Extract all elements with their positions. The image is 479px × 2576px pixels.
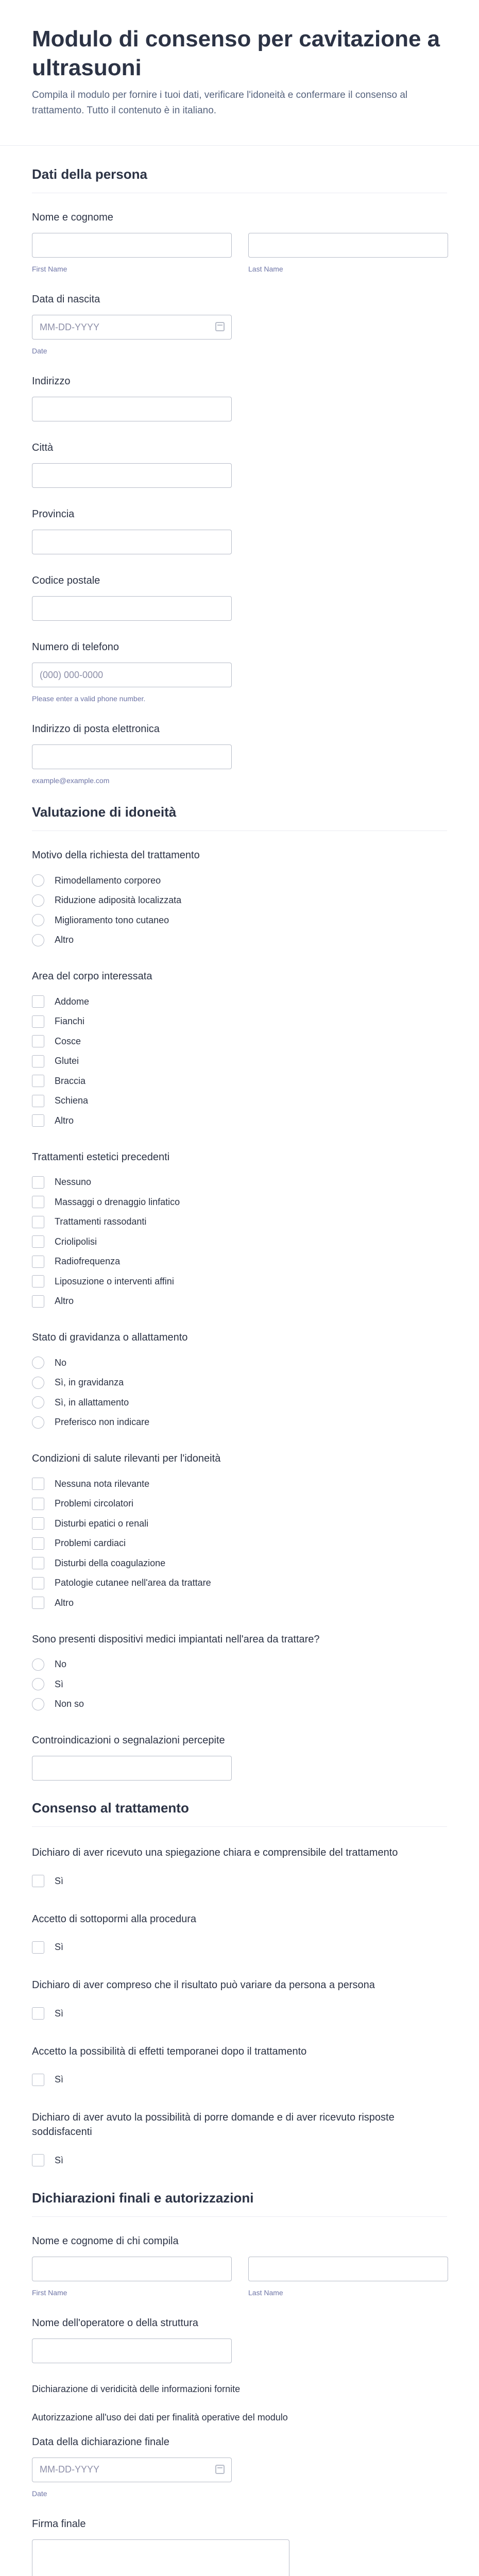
section-header [32,146,447,193]
checkbox-option[interactable] [32,1272,447,1292]
field-label: Nome dell'operatore o della struttura [32,2317,198,2329]
calendar-icon[interactable] [215,2465,225,2474]
section-header [32,785,447,831]
checkbox[interactable] [32,1941,44,1954]
checkbox[interactable] [32,1015,44,1028]
checkbox[interactable] [32,1216,44,1228]
birth-date-input[interactable] [32,315,232,340]
checkbox[interactable] [32,1035,44,1047]
last-name-input[interactable] [248,233,448,258]
field-label: Dichiaro di aver ricevuto una spiegazione chiara e comprensibile del trattamento [32,1847,398,1858]
email-field [32,723,447,785]
checkbox-option[interactable] [32,2004,447,2024]
consent-item [32,1912,447,1958]
consent-item [32,1978,447,2024]
field-label: Codice postale [32,575,100,586]
field-label: Città [32,442,54,453]
checkbox[interactable] [32,1295,44,1308]
checkbox[interactable] [32,1256,44,1268]
phone-sublabel: Please enter a valid phone number. [32,694,146,703]
province-input[interactable] [32,530,232,554]
radio-option[interactable] [32,1674,447,1694]
radio-button[interactable] [32,914,44,926]
radio-button[interactable] [32,1396,44,1409]
option-label: Riduzione adiposità localizzata [55,895,182,906]
province-field [32,509,447,554]
radio-option[interactable] [32,910,447,930]
final-date-input[interactable] [32,2458,232,2482]
checkbox[interactable] [32,1875,44,1887]
radio-button[interactable] [32,934,44,946]
field-label: Indirizzo [32,376,71,387]
health-checkbox-group [32,1453,447,1613]
option-label: Sì [55,1679,64,1689]
checkbox-option[interactable] [32,1292,447,1312]
checkbox[interactable] [32,1275,44,1287]
radio-button[interactable] [32,894,44,907]
checkbox[interactable] [32,2154,44,2166]
checkbox-option[interactable] [32,992,447,1012]
filler-name-field [32,2235,447,2297]
section-header [32,1781,447,1827]
option-label: Addome [55,996,90,1007]
checkbox[interactable] [32,1498,44,1510]
field-label: Trattamenti estetici precedenti [32,1151,170,1163]
option-label: Schiena [55,1095,89,1106]
checkbox-option[interactable] [32,1012,447,1032]
checkbox-option[interactable] [32,1232,447,1252]
checkbox[interactable] [32,1597,44,1609]
option-label: Patologie cutanee nell'area da trattare [55,1578,211,1588]
checkbox[interactable] [32,1095,44,1107]
radio-button[interactable] [32,1357,44,1369]
checkbox-option[interactable] [32,1091,447,1111]
option-label: Problemi circolatori [55,1498,134,1509]
checkbox[interactable] [32,1557,44,1569]
option-label: Cosce [55,1036,81,1046]
section-final-declarations [0,2171,479,2576]
field-label: Nome e cognome [32,212,113,223]
checkbox-option[interactable] [32,1534,447,1554]
checkbox-option[interactable] [32,1553,447,1573]
email-sublabel: example@example.com [32,776,110,785]
previous-treatments-checkbox-group [32,1151,447,1312]
operator-input[interactable] [32,2338,232,2363]
form-subtitle: Compila il modulo per fornire i tuoi dati, verificare l'idoneità e confermare il consenso al trattamento. Tutto il contenuto è in italiano. [32,90,408,116]
option-label: Criolipolisi [55,1236,97,1247]
reason-radio-group [32,850,447,950]
radio-option[interactable] [32,1413,447,1433]
checkbox[interactable] [32,1055,44,1067]
section-title: Consenso al trattamento [32,1800,189,1816]
full-name-field [32,212,447,273]
radio-button[interactable] [32,1377,44,1389]
checkbox-option[interactable] [32,1252,447,1272]
checkbox[interactable] [32,1577,44,1589]
calendar-icon[interactable] [215,322,225,331]
option-label: Miglioramento tono cutaneo [55,914,169,925]
option-label: Altro [55,1597,74,1608]
devices-radio-group [32,1634,447,1715]
radio-option[interactable] [32,930,447,951]
filler-first-name-input[interactable] [32,2257,232,2281]
checkbox[interactable] [32,1114,44,1127]
checkbox-option[interactable] [32,1192,447,1212]
data-authorization-text: Autorizzazione all'uso dei dati per finalità operative del modulo [32,2412,288,2422]
section-header [32,2171,447,2217]
checkbox-option[interactable] [32,1173,447,1193]
checkbox[interactable] [32,1537,44,1550]
contraindications-field [32,1735,447,1781]
option-label: Disturbi della coagulazione [55,1557,166,1568]
date-sublabel: Date [32,347,47,355]
form-header [0,0,479,146]
city-input[interactable] [32,463,232,488]
option-label: Nessuna nota rilevante [55,1478,150,1489]
option-label: Rimodellamento corporeo [55,875,161,886]
radio-option[interactable] [32,891,447,911]
checkbox-option[interactable] [32,1494,447,1514]
radio-option[interactable] [32,1655,447,1675]
field-label: Condizioni di salute rilevanti per l'idoneità [32,1453,221,1464]
option-label: Sì [55,2008,64,2019]
zip-field [32,575,447,621]
section-title: Dichiarazioni finali e autorizzazioni [32,2190,254,2206]
field-label: Motivo della richiesta del trattamento [32,850,200,861]
option-label: Sì [55,1942,64,1953]
field-label: Controindicazioni o segnalazioni percepite [32,1735,225,1746]
option-label: No [55,1357,67,1368]
checkbox[interactable] [32,1176,44,1189]
address-field [32,376,447,421]
field-label: Accetto di sottopormi alla procedura [32,1913,197,1925]
field-label: Nome e cognome di chi compila [32,2235,179,2247]
checkbox-option[interactable] [32,1871,447,1891]
option-label: Sì [55,1875,64,1886]
field-label: Firma finale [32,2518,86,2530]
option-label: Massaggi o drenaggio linfatico [55,1196,180,1207]
field-label: Stato di gravidanza o allattamento [32,1332,188,1343]
option-label: Disturbi epatici o renali [55,1518,149,1529]
field-label: Dichiaro di aver avuto la possibilità di porre domande e di aver ricevuto risposte soddisfacenti [32,2112,395,2138]
section-title: Valutazione di idoneità [32,804,177,820]
checkbox[interactable] [32,1075,44,1087]
radio-option[interactable] [32,1373,447,1393]
first-name-sublabel: First Name [32,265,67,273]
checkbox-option[interactable] [32,1593,447,1613]
option-label: Liposuzione o interventi affini [55,1276,174,1286]
field-label: Accetto la possibilità di effetti temporanei dopo il trattamento [32,2045,307,2057]
operator-field [32,2317,447,2363]
field-label: Numero di telefono [32,641,119,653]
first-name-input[interactable] [32,233,232,258]
option-label: Sì, in allattamento [55,1397,129,1408]
option-label: Altro [55,1296,74,1307]
checkbox[interactable] [32,2074,44,2086]
radio-button[interactable] [32,874,44,887]
checkbox[interactable] [32,2007,44,2020]
consent-item [32,1845,447,1891]
phone-input[interactable] [32,663,232,687]
option-label: Radiofrequenza [55,1256,121,1267]
checkbox-option[interactable] [32,2070,447,2090]
checkbox[interactable] [32,1517,44,1530]
signature-pad[interactable] [32,2539,289,2576]
address-input[interactable] [32,397,232,421]
checkbox[interactable] [32,995,44,1008]
radio-button[interactable] [32,1678,44,1690]
birth-date-field [32,294,447,355]
option-label: Sì [55,2155,64,2165]
email-input[interactable] [32,744,232,769]
field-label: Data di nascita [32,294,100,305]
consent-item [32,2044,447,2090]
form-title: Modulo di consenso per cavitazione a ultrasuoni [32,26,440,80]
checkbox-option[interactable] [32,1474,447,1494]
option-label: Nessuno [55,1177,92,1188]
field-label: Dichiaro di aver compreso che il risultato può variare da persona a persona [32,1979,375,1991]
option-label: Glutei [55,1056,79,1066]
field-label: Sono presenti dispositivi medici impiantati nell'area da trattare? [32,1633,320,1645]
zip-input[interactable] [32,596,232,621]
truthfulness-text: Dichiarazione di veridicità delle informazioni fornite [32,2383,241,2394]
section-consent [0,1781,479,2171]
option-label: No [55,1659,67,1670]
field-label: Data della dichiarazione finale [32,2436,169,2448]
field-label: Provincia [32,509,75,520]
body-area-checkbox-group [32,971,447,1131]
option-label: Non so [55,1699,84,1709]
option-label: Problemi cardiaci [55,1538,126,1549]
checkbox-option[interactable] [32,1031,447,1052]
option-label: Trattamenti rassodanti [55,1216,147,1227]
date-sublabel: Date [32,2489,47,2498]
option-label: Altro [55,935,74,945]
checkbox[interactable] [32,1196,44,1208]
option-label: Braccia [55,1075,86,1086]
checkbox-option[interactable] [32,1212,447,1232]
option-label: Fianchi [55,1016,85,1027]
checkbox-option[interactable] [32,2150,447,2171]
filler-last-name-input[interactable] [248,2257,448,2281]
phone-field [32,641,447,703]
signature-field [32,2518,447,2576]
city-field [32,442,447,488]
checkbox-option[interactable] [32,1071,447,1091]
option-label: Preferisco non indicare [55,1417,150,1428]
checkbox-option[interactable] [32,1938,447,1958]
pregnancy-radio-group [32,1332,447,1432]
section-personal-data [0,146,479,785]
final-date-field [32,2436,447,2498]
option-label: Altro [55,1115,74,1126]
last-name-sublabel: Last Name [248,2288,283,2297]
section-title: Dati della persona [32,166,147,182]
radio-button[interactable] [32,1698,44,1710]
contraindications-input[interactable] [32,1756,232,1781]
consent-item [32,2110,447,2171]
option-label: Sì [55,2074,64,2085]
radio-option[interactable] [32,1694,447,1715]
checkbox[interactable] [32,1235,44,1248]
first-name-sublabel: First Name [32,2288,67,2297]
field-label: Area del corpo interessata [32,971,152,982]
checkbox-option[interactable] [32,1111,447,1131]
field-label: Indirizzo di posta elettronica [32,723,160,735]
section-eligibility [0,785,479,1781]
radio-button[interactable] [32,1658,44,1671]
last-name-sublabel: Last Name [248,265,283,273]
radio-option[interactable] [32,1353,447,1373]
option-label: Sì, in gravidanza [55,1377,124,1388]
radio-option[interactable] [32,1393,447,1413]
checkbox-option[interactable] [32,1514,447,1534]
checkbox[interactable] [32,1478,44,1490]
checkbox-option[interactable] [32,1573,447,1594]
checkbox-option[interactable] [32,1052,447,1072]
radio-option[interactable] [32,871,447,891]
radio-button[interactable] [32,1416,44,1429]
